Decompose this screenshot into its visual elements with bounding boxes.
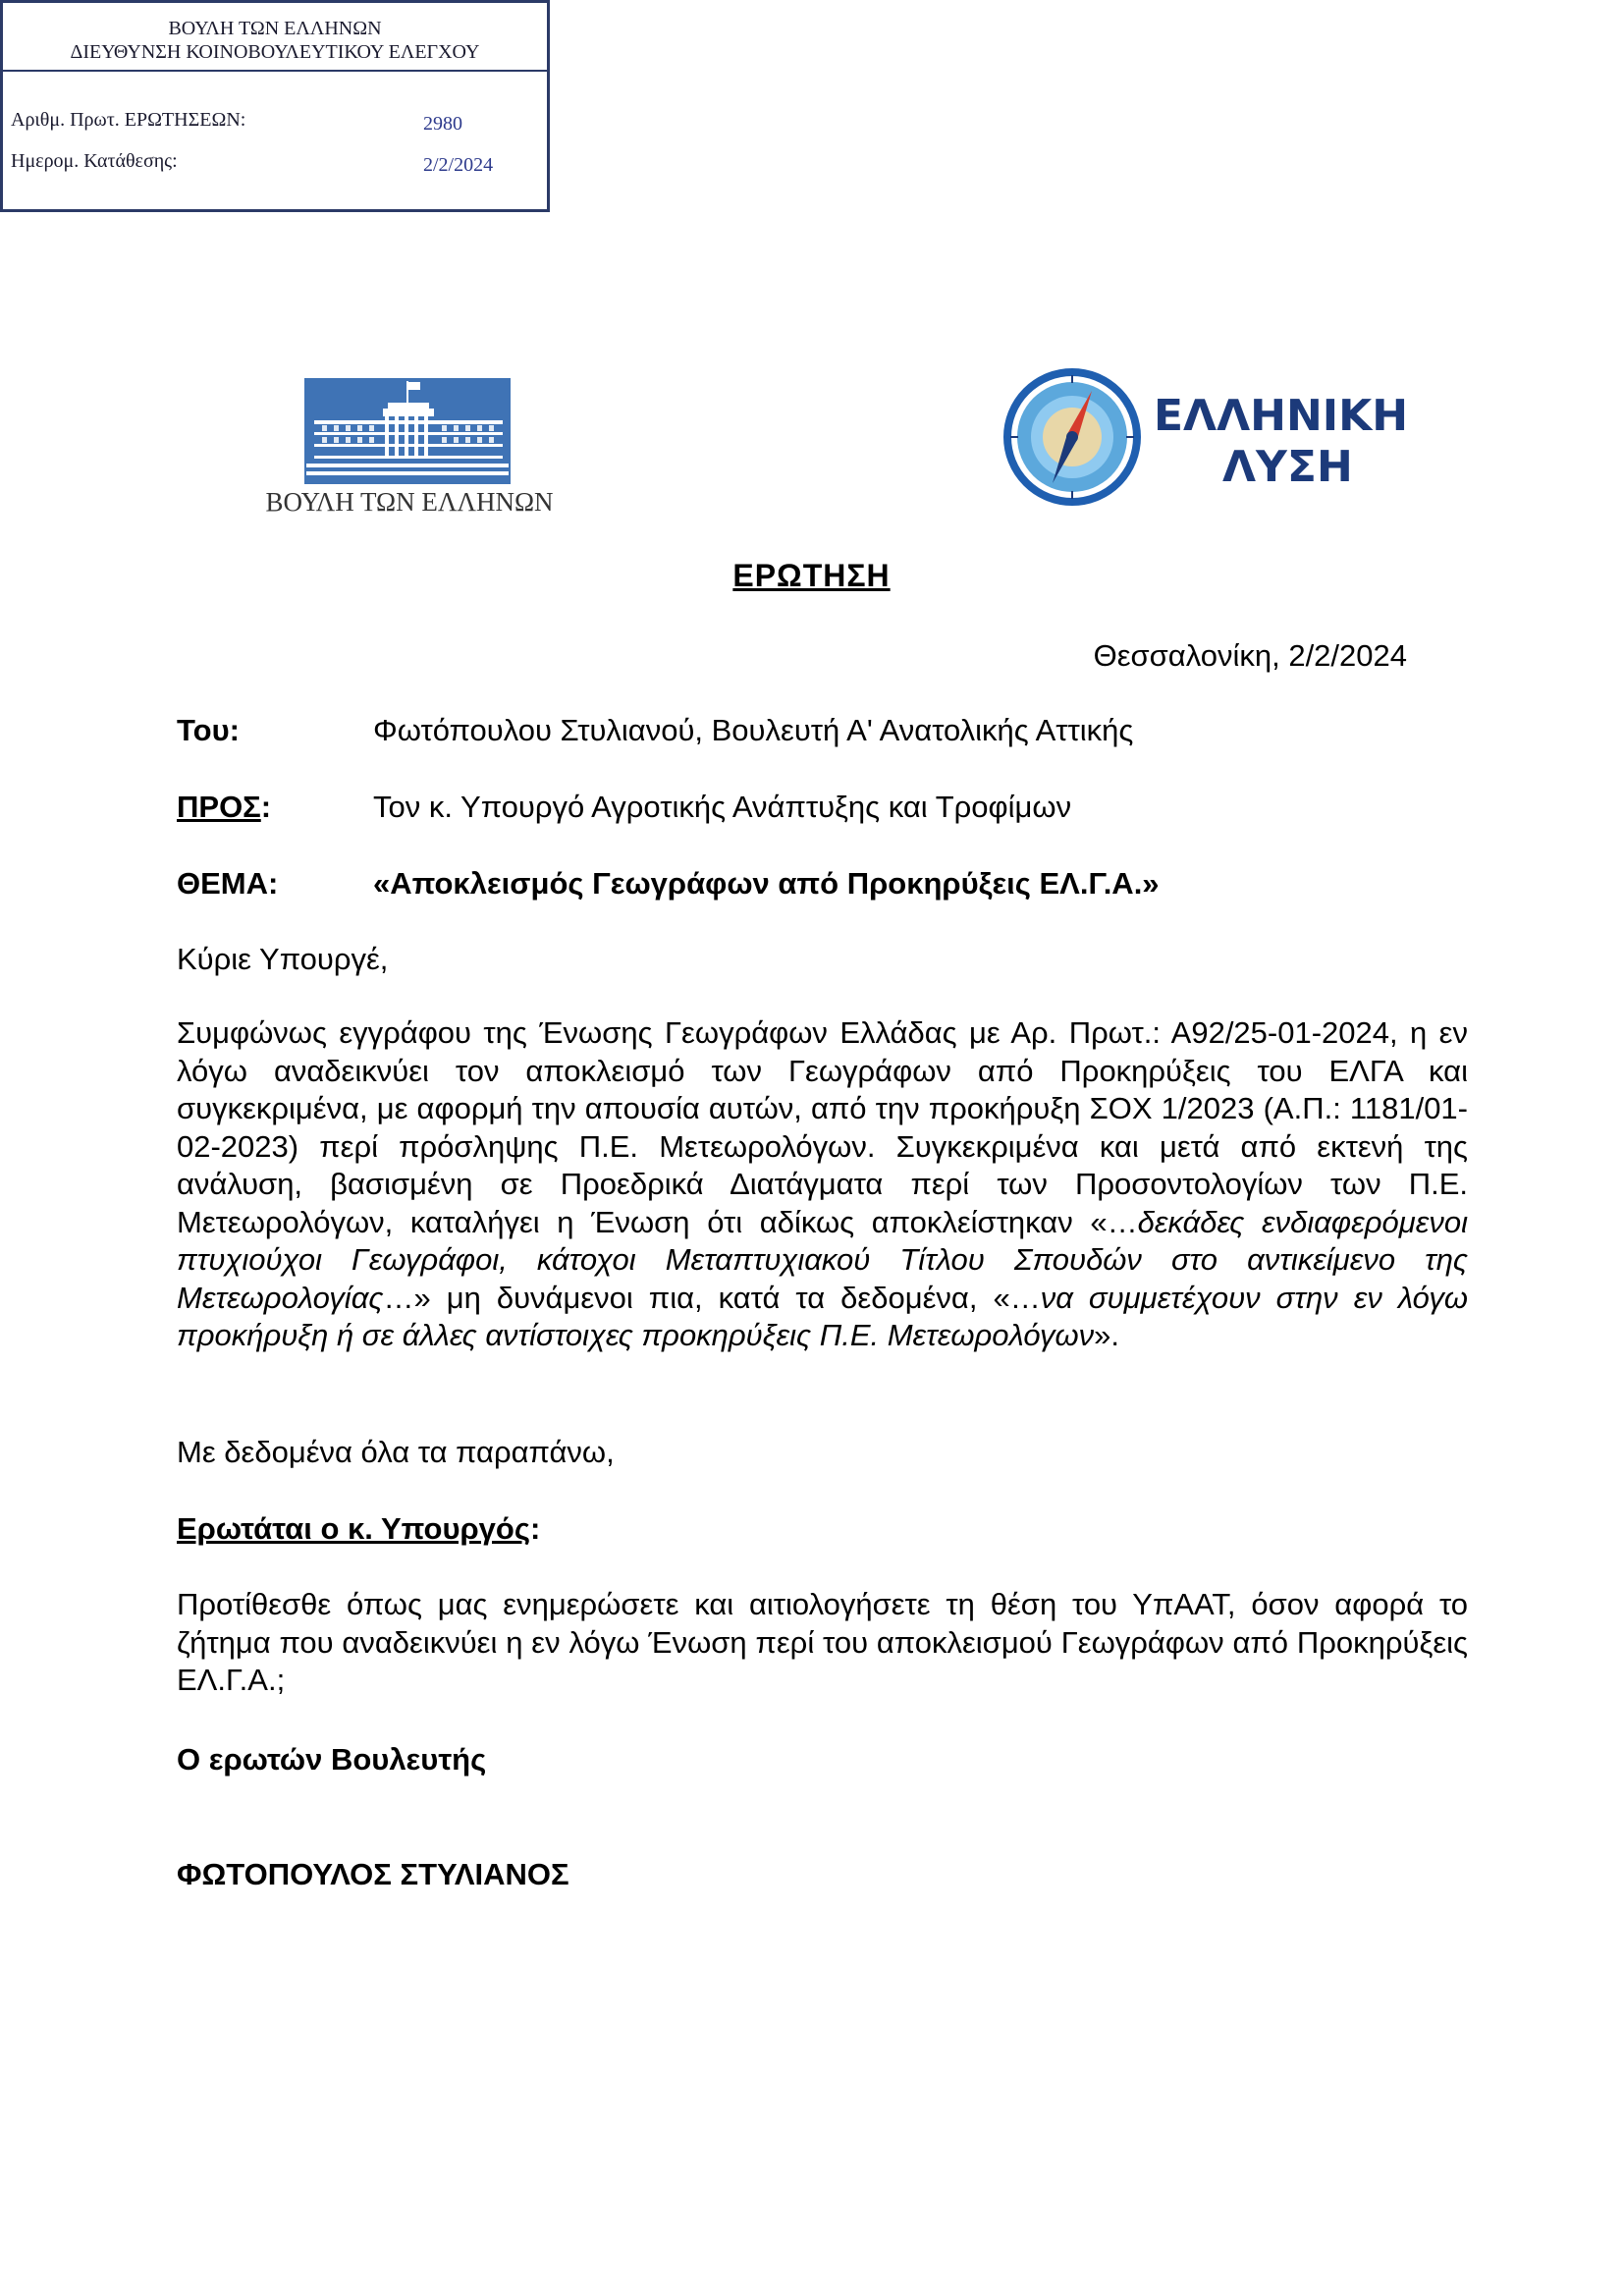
subject-value: «Αποκλεισμός Γεωγράφων από Προκηρύξεις ΕΛ.Γ.Α.»	[373, 866, 1160, 901]
to-value: Τον κ. Υπουργό Αγροτικής Ανάπτυξης και Τροφίμων	[373, 790, 1072, 824]
subject-label: ΘΕΜΑ:	[177, 866, 279, 901]
from-value: Φωτόπουλου Στυλιανού, Βουλευτή Α' Ανατολικής Αττικής	[373, 713, 1134, 747]
summary-line: Με δεδομένα όλα τα παραπάνω,	[177, 1435, 615, 1469]
elliniki-lysi-logo	[982, 334, 1453, 520]
stamp-protocol-row	[11, 109, 462, 135]
to-label-colon: :	[260, 790, 272, 824]
body-text-part3: ».	[1094, 1318, 1120, 1352]
body-quote-geographers: δεκάδες ενδιαφερόμενοι πτυχιούχοι Γεωγράφοι, κάτοχοι Μεταπτυχιακού Τίτλου Σπουδών στο αντικείμενο της Μετεωρολογίας	[177, 1204, 1468, 1315]
submission-date-value: 2/2/2024	[423, 154, 494, 176]
protocol-number-label: Αριθμ. Πρωτ. ΕΡΩΤΗΣΕΩΝ:	[11, 109, 246, 131]
question-text: Προτίθεσθε όπως μας ενημερώσετε και αιτιολογήσετε τη θέση του ΥπΑΑΤ, όσον αφορά το ζήτημα που αναδεικνύει η εν λόγω Ένωση περί του αποκλεισμού Γεωγράφων από Προκηρύξεις ΕΛ.Γ.Α.;	[177, 1587, 1468, 1697]
signature-name: ΦΩΤΟΠΟΥΛΟΣ ΣΤΥΛΙΑΝΟΣ	[177, 1857, 569, 1891]
place-date: Θεσσαλονίκη, 2/2/2024	[1093, 638, 1407, 673]
hellenic-parliament-logo	[236, 373, 584, 520]
protocol-number-value: 2980	[423, 113, 462, 135]
protocol-stamp-box	[0, 0, 550, 212]
party-name-line2: ΛΥΣΗ	[1222, 442, 1353, 492]
body-quote-participation: να συμμετέχουν στην εν λόγω προκήρυξη ή σε άλλες αντίστοιχες προκηρύξεις Π.Ε. Μετεωρολόγων	[177, 1280, 1468, 1352]
submission-date-label: Ημερομ. Κατάθεσης:	[11, 150, 178, 172]
question-heading-label: Ερωτάται ο κ. Υπουργός	[177, 1511, 530, 1546]
to-label-wrap	[177, 790, 271, 825]
stamp-line-parliament: ΒΟΥΛΗ ΤΩΝ ΕΛΛΗΝΩΝ	[168, 18, 382, 39]
party-name-line1: ΕΛΛΗΝΙΚΗ	[1154, 391, 1409, 441]
from-label: Του:	[177, 713, 240, 747]
document-title: ΕΡΩΤΗΣΗ	[732, 558, 891, 593]
closing-line: Ο ερωτών Βουλευτής	[177, 1742, 487, 1777]
question-heading-colon: :	[529, 1511, 541, 1546]
body-text-part1: Συμφώνως εγγράφου της Ένωσης Γεωγράφων Ελλάδας με Αρ. Πρωτ.: Α92/25-01-2024, η εν λόγω αναδεικνύει τον αποκλεισμό των Γεωγράφων από Προκηρύξεις του ΕΛΓΑ και συγκεκριμένα, με αφορμή την απουσία αυτών, από την προκήρυξη ΣΟΧ 1/2023 (Α.Π.: 1181/01-02-2023) περί πρόσληψης Π.Ε. Μετεωρολόγων. Συγκεκριμένα και μετά από εκτενή της ανάλυση, βασισμένη σε Προεδρικά Διατάγματα περί των Προσοντολογίων των Π.Ε. Μετεωρολόγων, καταλήγει η Ένωση ότι αδίκως αποκλείστηκαν «…	[177, 1015, 1468, 1239]
stamp-date-row	[11, 150, 494, 176]
question-heading	[177, 1510, 1468, 1549]
parliament-logo-text: ΒΟΥΛΗ ΤΩΝ ΕΛΛΗΝΩΝ	[265, 487, 554, 517]
body-text-part2: …» μη δυνάμενοι πια, κατά τα δεδομένα, «…	[383, 1280, 1041, 1315]
stamp-line-directorate: ΔΙΕΥΘΥΝΣΗ ΚΟΙΝΟΒΟΥΛΕΥΤΙΚΟΥ ΕΛΕΓΧΟΥ	[70, 41, 480, 63]
stamp-header	[3, 3, 547, 72]
body-paragraph	[177, 1014, 1468, 1355]
to-label: ΠΡΟΣ	[177, 790, 261, 824]
salutation: Κύριε Υπουργέ,	[177, 942, 389, 976]
